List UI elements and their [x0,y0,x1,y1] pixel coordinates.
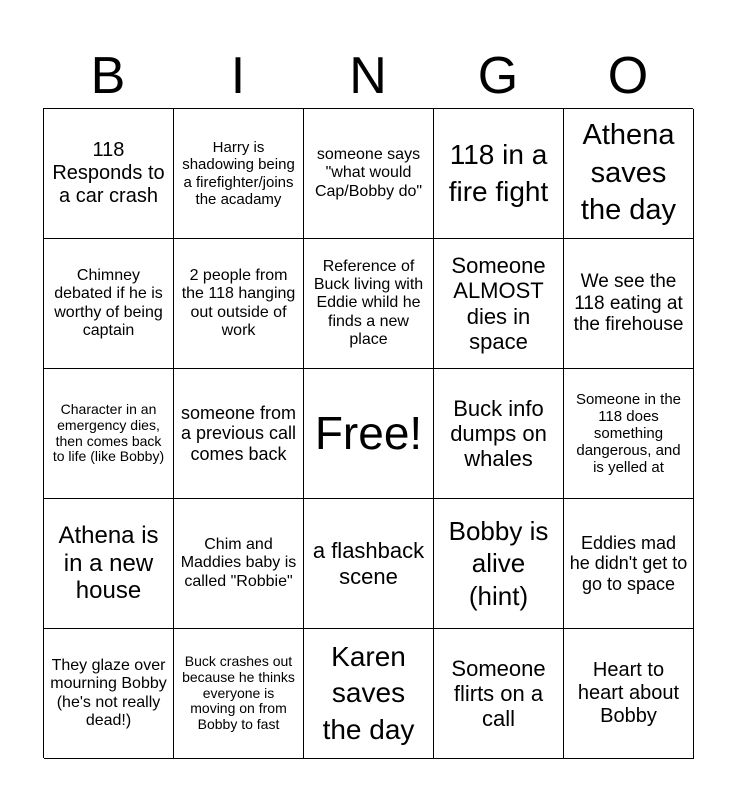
bingo-header [43,44,693,108]
cell-text: someone says "what would Cap/Bobby do" [314,146,423,200]
bingo-cell-r3-c5[interactable] [564,369,694,499]
cell-text: Buck info dumps on whales [450,395,547,472]
header-letter-g: G [477,47,519,105]
bingo-cell-r5-c5[interactable] [564,629,694,759]
cell-text: Someone ALMOST dies in space [451,253,546,354]
bingo-cell-r2-c1[interactable] [44,239,174,369]
cell-text: Bobby is alive (hint) [448,515,549,611]
bingo-cell-r4-c2[interactable] [174,499,304,629]
cell-text: They glaze over mourning Bobby (he's not really dead!) [50,657,167,729]
cell-text: Karen saves the day [322,640,415,745]
bingo-cell-r1-c5[interactable] [564,109,694,239]
bingo-cell-r4-c1[interactable] [44,499,174,629]
cell-text: 118 in a fire fight [448,139,549,207]
cell-text: Athena is in a new house [58,522,159,605]
cell-text: Buck crashes out because he thinks everyone is moving on from Bobby to fast [182,652,295,733]
bingo-cell-r5-c2[interactable] [174,629,304,759]
bingo-cell-r4-c4[interactable] [434,499,564,629]
bingo-cell-r3-c1[interactable] [44,369,174,499]
free-space-text: Free! [314,407,423,460]
bingo-cell-r1-c4[interactable] [434,109,564,239]
bingo-cell-r5-c1[interactable] [44,629,174,759]
bingo-cell-r1-c1[interactable] [44,109,174,239]
cell-text: Someone flirts on a call [451,655,546,732]
cell-text: Chim and Maddies baby is called "Robbie" [180,536,297,590]
bingo-cell-r4-c3[interactable] [304,499,434,629]
cell-text: Someone in the 118 does something dangerous, and is yelled at [575,390,682,477]
bingo-cell-r2-c5[interactable] [564,239,694,369]
cell-text: a flashback scene [312,538,425,589]
cell-text: someone from a previous call comes back [180,402,297,464]
cell-text: Character in an emergency dies, then comes back to life (like Bobby) [52,400,165,465]
bingo-cell-r1-c3[interactable] [304,109,434,239]
bingo-cell-r5-c3[interactable] [304,629,434,759]
cell-text: Heart to heart about Bobby [577,659,680,727]
cell-text: Harry is shadowing being a firefighter/joins the acadamy [182,139,295,208]
cell-text: 2 people from the 118 hanging out outside of work [181,267,296,339]
bingo-cell-r3-c2[interactable] [174,369,304,499]
bingo-cell-r2-c3[interactable] [304,239,434,369]
bingo-cell-free-space[interactable] [304,369,434,499]
cell-text: Reference of Buck living with Eddie whild he finds a new place [313,257,424,348]
cell-text: Athena saves the day [580,118,677,227]
bingo-cell-r2-c4[interactable] [434,239,564,369]
header-letter-b: B [90,47,126,105]
header-letter-i: I [230,47,246,105]
bingo-cell-r2-c2[interactable] [174,239,304,369]
cell-text: Eddies mad he didn't get to go to space [569,532,688,594]
bingo-cell-r1-c2[interactable] [174,109,304,239]
bingo-cell-r5-c4[interactable] [434,629,564,759]
bingo-cell-r4-c5[interactable] [564,499,694,629]
cell-text: We see the 118 eating at the firehouse [573,271,684,336]
cell-text: 118 Responds to a car crash [52,139,165,207]
header-letter-n: N [349,47,387,105]
header-letter-o: O [607,47,649,105]
bingo-grid [43,108,693,758]
cell-text: Chimney debated if he is worthy of being captain [54,267,163,339]
bingo-cell-r3-c4[interactable] [434,369,564,499]
